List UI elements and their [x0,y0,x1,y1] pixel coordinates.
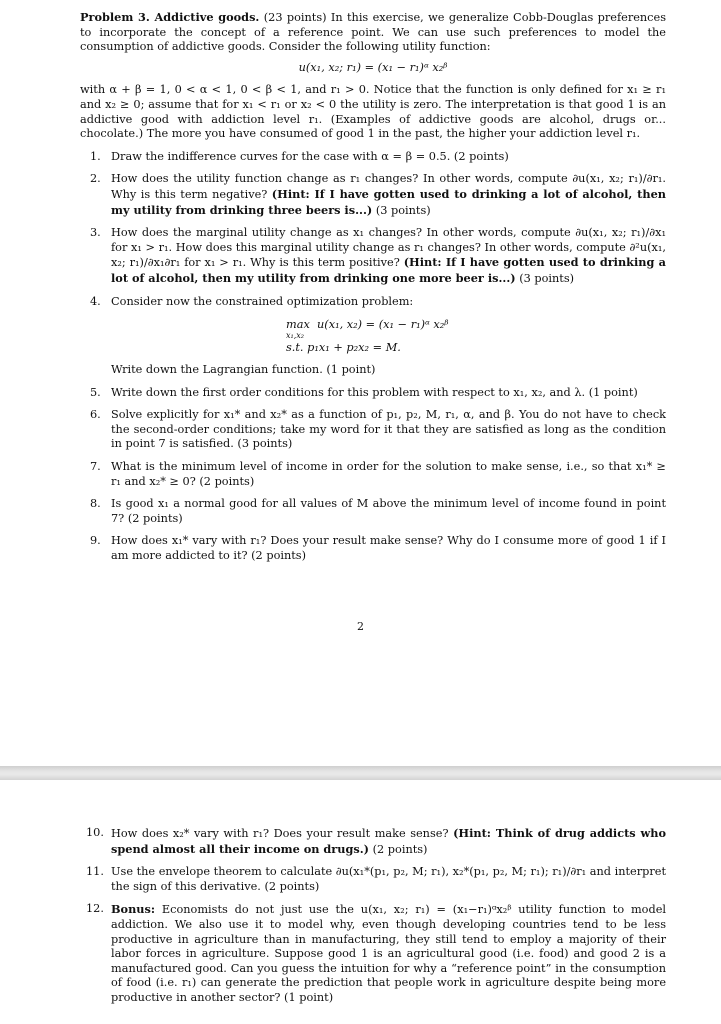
lagrangian-instruction: Write down the Lagrangian function. (1 point) [111,363,376,377]
question-list-page-1 [80,150,666,564]
question-5: 5. Write down the first order conditions for this problem with respect to x₁, x₂, and λ. (1 point) [90,385,638,399]
question-11: 11. Use the envelope theorem to calculate ∂u(x₁*(p₁, p₂, M; r₁), x₂*(p₁, p₂, M; r₁); r₁)/∂r₁ and interpret the sign of this derivative. (2 points) [86,865,666,893]
question-12: 12. Bonus: Economists do not just use the u(x₁, x₂; r₁) = (x₁−r₁)ᵅx₂ᵝ utility function to model addiction. We also use it to model why, even though developing countries tend to be less productive in agriculture than in manufacturing, they still tend to employ a majority of their labor forces in agriculture. Suppose good 1 is an agricultural good (i.e. food) and good 2 is a manufactured good. Can you guess the intuition for why a “reference point” in the consumption of food (i.e. r₁) can generate the prediction that people work in agriculture despite being more productive in another sector? (1 point) [86,902,667,1004]
document-page-2 [0,780,721,1024]
opt-max: max [286,318,310,332]
assumptions-text: with α + β = 1, 0 < α < 1, 0 < β < 1, and r₁ > 0. Notice that the function is only defined for x₁ ≥ r₁ and x₂ ≥ 0; assume that for x₁ < r₁ or x₂ < 0 the utility is zero. The interpretation is that good 1 is an addictive good with addiction level r₁. (Examples of addictive goods are alcohol, drugs or... chocolate.) The more you have consumed of good 1 in the past, the higher your addiction level r₁. [80,83,666,141]
utility-formula: u(x₁, x₂; r₁) = (x₁ − r₁)ᵅ x₂ᵝ [298,60,448,74]
question-2: 2. How does the utility function change as r₁ changes? In other words, compute ∂u(x₁, x₂; r₁)/∂r₁. Why is this term negative? (Hint: If I have gotten used to drinking a lot of alcohol, then my utility from drinking three beers is...) (3 points) [90,172,666,217]
opt-constraint: s.t. p₁x₁ + p₂x₂ = M. [286,341,401,355]
question-9: 9. How does x₁* vary with r₁? Does your result make sense? Why do I consume more of good 1 if I am more addicted to it? (2 points) [90,534,666,563]
question-6: 6. Solve explicitly for x₁* and x₂* as a function of p₁, p₂, M, r₁, α, and β. You do not have to check the second-order conditions; take my word for it that they are satisfied as long as the condition in point 7 is satisfied. (3 points) [90,408,666,451]
intro-text: In this exercise, we generalize Cobb-Douglas preferences to incorporate the concept of a reference point. We can use such preferences to model the consumption of addictive goods. Consider the following utility function: [80,11,666,54]
page-2-content [80,826,666,1006]
bonus-label: Bonus: [111,902,156,917]
question-3-hint: (Hint: If I have gotten used to drinking a lot of alcohol, then my utility from drinking one more beer is...) [111,255,666,285]
page-1-content [80,10,666,564]
question-4: 4. Consider now the constrained optimization problem: max u(x₁, x₂) = (x₁ − r₁)ᵅ x₂ᵝ x₁,x₂ s.t. p₁x₁ + p₂x₂ = M. Write down the Lagrangian function. (1 point) [80,295,666,378]
page-separator [0,766,721,780]
question-3: 3. How does the marginal utility change as x₁ changes? In other words, compute ∂u(x₁, x₂; r₁)/∂x₁ for x₁ > r₁. How does this marginal utility change as r₁ changes? In other words, compute ∂²u(x₁, x₂; r₁)/∂x₁∂r₁ for x₁ > r₁. Why is this term positive? (Hint: If I have gotten used to drinking a lot of alcohol, then my utility from drinking one more beer is...) (3 points) [90,226,666,285]
optimization-problem [111,317,666,355]
question-2-hint: (Hint: If I have gotten used to drinking a lot of alcohol, then my utility from drinking three beers is...) [111,186,666,217]
opt-vars: x₁,x₂ [286,331,304,341]
question-8: 8. Is good x₁ a normal good for all values of M above the minimum level of income found in point 7? (2 points) [90,497,666,525]
question-list-page-2 [80,826,666,1006]
question-1: 1. Draw the indifference curves for the case with α = β = 0.5. (2 points) [90,149,509,163]
problem-points: (23 points) [263,11,327,24]
question-7: 7. What is the minimum level of income in order for the solution to make sense, i.e., so that x₁* ≥ r₁ and x₂* ≥ 0? (2 points) [90,460,666,488]
question-10: 10. How does x₂* vary with r₁? Does your result make sense? (Hint: Think of drug addicts who spend almost all their income on drugs.) (2 points) [86,826,667,856]
question-10-hint: (Hint: Think of drug addicts who spend almost all their income on drugs.) [111,826,667,856]
problem-intro [80,10,666,55]
opt-objective: u(x₁, x₂) = (x₁ − r₁)ᵅ x₂ᵝ [317,318,449,332]
problem-heading: Problem 3. Addictive goods. [80,10,260,24]
page-number: 2 [357,620,364,633]
